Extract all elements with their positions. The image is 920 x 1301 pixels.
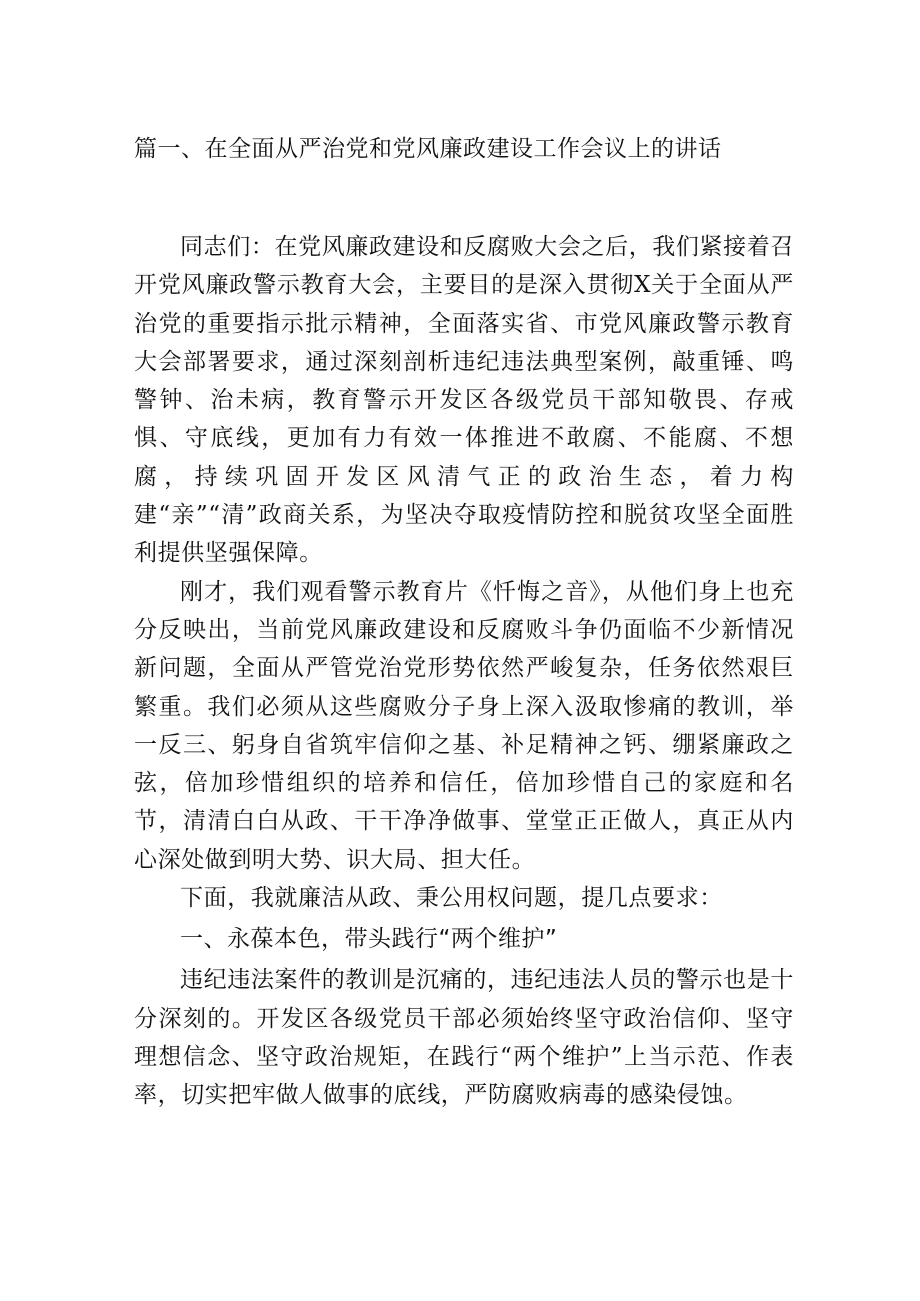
paragraph-section-1: 违纪违法案件的教训是沉痛的，违纪违法人员的警示也是十分深刻的。开发区各级党员干部必须始终坚守政治信仰、坚守理想信念、坚守政治规矩，在践行“两个维护”上当示范、作表率，切实把牢做人做事的底线，严防腐败病毒的感染侵蚀。 — [134, 967, 794, 1109]
section-heading-1: 一、永葆本色，带头践行“两个维护” — [180, 926, 558, 953]
paragraph-requirements-intro: 下面，我就廉洁从政、秉公用权问题，提几点要求： — [180, 885, 723, 912]
document-title: 篇一、在全面从严治党和党风廉政建设工作会议上的讲话 — [134, 136, 722, 162]
paragraph-warning-film: 刚才，我们观看警示教育片《忏悔之音》，从他们身上也充分反映出，当前党风廉政建设和反腐败斗争仍面临不少新情况新问题，全面从严管党治党形势依然严峻复杂，任务依然艰巨繁重。我们必须从这些腐败分子身上深入汲取惨痛的教训，举一反三、躬身自省筑牢信仰之基、补足精神之钙、绷紧廉政之弦，倍加珍惜组织的培养和信任，倍加珍惜自己的家庭和名节，清清白白从政、干干净净做事、堂堂正正做人，真正从内心深处做到明大势、识大局、担大任。 — [134, 578, 794, 873]
paragraph-opening: 同志们：在党风廉政建设和反腐败大会之后，我们紧接着召开党风廉政警示教育大会，主要目的是深入贯彻X关于全面从严治党的重要指示批示精神，全面落实省、市党风廉政警示教育大会部署要求，通过深刻剖析违纪违法典型案例，敲重锤、鸣警钟、治未病，教育警示开发区各级党员干部知敬畏、存戒惧、守底线，更加有力有效一体推进不敢腐、不能腐、不想腐，持续巩固开发区风清气正的政治生态，着力构建“亲”“清”政商关系，为坚决夺取疫情防控和脱贫攻坚全面胜利提供坚强保障。 — [134, 234, 794, 567]
document-body — [134, 228, 794, 1115]
